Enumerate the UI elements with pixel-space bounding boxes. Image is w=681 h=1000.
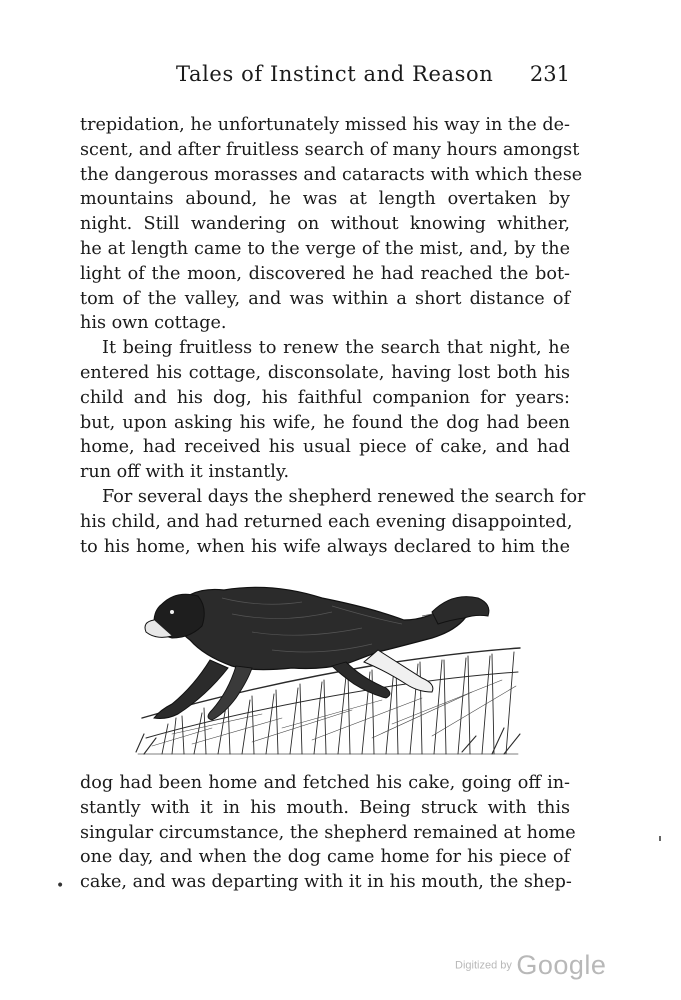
text-line: child and his dog, his faithful companion for years: [80,387,570,408]
page-number: 231 [529,62,570,86]
paragraph-start-line: For several days the shepherd renewed the search for [102,486,586,507]
paragraph-start-line: It being fruitless to renew the search that night, he [102,338,570,359]
running-title: Tales of Instinct and Reason [176,62,494,86]
dog-eye [170,610,174,614]
text-line: stantly with it in his mouth. Being struck with this [80,797,570,818]
digitized-watermark [455,950,606,981]
text-line: light of the moon, discovered he had reached the bot- [80,263,570,284]
stray-ink-mark [659,836,661,841]
watermark-prefix: Digitized by [455,959,512,972]
text-line: home, had received his usual piece of cake, and had [80,437,570,458]
text-line: tom of the valley, and was within a short distance of [80,288,570,309]
text-line: scent, and after fruitless search of many hours amongst [80,139,580,160]
text-line: but, upon asking his wife, he found the dog had been [80,412,570,433]
text-line: to his home, when his wife always declared to him the [80,536,570,557]
running-head [80,62,570,94]
text-line: dog had been home and fetched his cake, going off in- [80,773,570,793]
body-text-top [80,113,586,559]
text-line: his child, and had returned each evening disappointed, [80,511,573,532]
text-line: mountains abound, he was at length overtaken by [80,189,570,210]
body-text-bottom [80,771,576,895]
text-line: the dangerous morasses and cataracts with which these [80,164,583,185]
text-line: night. Still wandering on without knowing whither, [80,214,570,235]
margin-mark: • [56,878,65,894]
text-line: cake, and was departing with it in his mouth, the shep- [80,872,572,893]
text-line: trepidation, he unfortunately missed his way in the de- [80,115,570,135]
running-dog-illustration [132,568,524,758]
dog-figure [145,587,489,720]
text-line: he at length came to the verge of the mist, and, by the [80,238,570,259]
dog-body [172,587,468,669]
text-line: his own cottage. [80,313,227,334]
watermark-brand: Google [516,950,607,980]
text-line: run off with it instantly. [80,462,290,483]
text-line: one day, and when the dog came home for his piece of [80,847,570,868]
text-line: entered his cottage, disconsolate, having lost both his [80,362,570,383]
text-line: singular circumstance, the shepherd remained at home [80,822,576,843]
